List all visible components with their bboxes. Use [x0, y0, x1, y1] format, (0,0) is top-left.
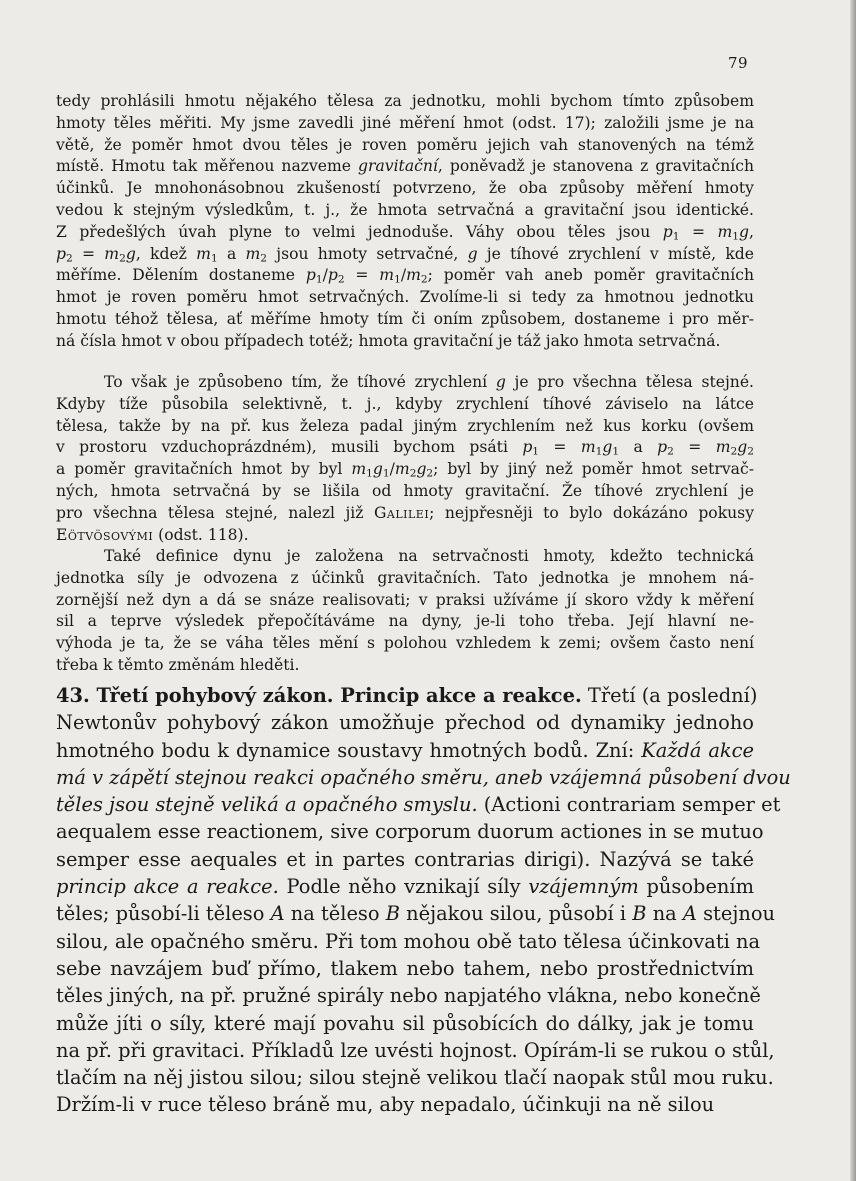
subscript: 2 [667, 446, 674, 459]
page-number: 79 [728, 54, 749, 72]
text-run: ; nejpřesněji to bylo dokázáno pokusy [429, 503, 754, 522]
text-line [56, 764, 791, 791]
text-line: Držím-li v ruce těleso bráně mu, aby nepadalo, účinkuji na ně silou [56, 1093, 715, 1117]
text-run: Podle něho vznikají síly [278, 875, 529, 899]
italic-run: p [305, 266, 316, 285]
text-line: aequalem esse reactionem, sive corporum duorum actiones in se mutuo [56, 820, 764, 844]
text-run: ; byl by jiný než poměr hmot setrvač- [433, 460, 754, 479]
text-run: je pro všechna tělesa stejné. [505, 373, 755, 391]
italic-run: m [379, 266, 395, 285]
text-line: na př. při gravitaci. Příkladů lze uvésti hojnost. Opírám-li se rukou o stůl, [56, 1038, 775, 1062]
text-line: semper esse aequales et in partes contrarias dirigi). Nazývá se také [56, 847, 754, 871]
text-run: a poměr gravitačních hmot by byl [56, 460, 352, 479]
text-line: větě, že poměr hmot dvou těles je roven poměru jejich vah stanovených na témž [56, 135, 754, 154]
text-run: v prostoru vzduchoprázdném), musili bychom psáti [56, 438, 523, 457]
page-edge-shadow [850, 0, 856, 1181]
paragraph-3 [56, 546, 754, 677]
small-caps-name: Eötvösovými [56, 525, 154, 544]
subscript: 1 [595, 446, 603, 459]
text-run: / [389, 460, 395, 479]
text-run: stejnou [696, 902, 775, 926]
text-run: pro všechna tělesa stejné, nalezl již [56, 503, 374, 522]
text-line: jednotka síly je odvozena z účinků gravitačních. Tato jednotka je mnohem ná- [56, 568, 754, 587]
text-line: těles jiných, na př. pružné spirály nebo napjatého vlákna, nebo konečně [56, 984, 761, 1008]
text-line: účinků. Je mnohonásobnou zkušeností potvrzeno, že oba způsoby měření hmoty [56, 179, 754, 198]
text-run: nějakou silou, působí i [399, 902, 633, 926]
text-line: sil a teprve výsledek přepočítáváme na dyny, je-li toho třeba. Její hlavní ne- [56, 612, 754, 631]
italic-run: A [270, 902, 285, 926]
italic-run: m [351, 460, 367, 479]
italic-run: Každá akce [641, 738, 755, 762]
text-line [56, 372, 754, 394]
subscript: 2 [730, 446, 738, 459]
italic-run: m [717, 222, 733, 241]
italic-run: těles jsou stejně veliká a opačného smyslu. [56, 793, 478, 817]
text-line [56, 265, 754, 287]
italic-run: g [125, 244, 136, 263]
text-line [56, 437, 754, 459]
section-heading: 43. Třetí pohybový zákon. Princip akce a reakce. [56, 684, 582, 707]
italic-run: m [715, 438, 731, 457]
text-run: ; poměr vah aneb poměr gravitačních [427, 266, 754, 285]
subscript: 2 [409, 467, 417, 480]
text-line [56, 503, 754, 525]
text-line: výhoda je ta, že se váha těles mění s polohou vzhledem k zemi; ovšem často není [56, 634, 754, 653]
subscript: 2 [65, 252, 73, 265]
subscript: 1 [394, 274, 401, 287]
italic-run: m [394, 460, 410, 479]
text-run: Třetí (a poslední) [581, 684, 758, 707]
italic-run: g [739, 222, 750, 241]
text-run: jsou hmoty setrvačné, [267, 244, 468, 263]
italic-run: p [662, 222, 673, 241]
italic-run: m [406, 266, 421, 285]
subscript: 2 [420, 274, 428, 287]
text-run: To však je způsobeno tím, že tíhové zrychlení [104, 373, 496, 391]
text-line: hmot je roven poměru hmot setrvačných. Zvolíme-li si tedy za hmotnou jednotku [56, 288, 754, 307]
text-line [56, 156, 754, 178]
text-run: měříme. Dělením dostaneme [56, 266, 306, 285]
text-line: tělesa, takže by na př. kus železa padal jiným zrychlením než kus korku (ovšem [56, 416, 754, 435]
text-run: Z předešlých úvah plyne to velmi jednoduše. Váhy obou těles jsou [56, 222, 663, 241]
text-line: ná čísla hmot v obou případech totéž; hmota gravitační je táž jako hmota setrvačná. [56, 331, 721, 350]
text-line: Newtonův pohybový zákon umožňuje přechod od dynamiky jednoho [56, 711, 754, 735]
italic-run: m [104, 244, 120, 263]
subscript: 2 [747, 446, 754, 459]
italic-run: m [196, 244, 211, 263]
text-run: (Actioni contrariam semper et [477, 793, 781, 817]
text-line: sebe navzájem buď přímo, tlakem nebo tahem, nebo prostřednictvím [56, 956, 754, 980]
subscript: 1 [732, 230, 740, 243]
text-line: může jíti o síly, které mají povahu sil působících do dálky, jak je tomu [56, 1011, 754, 1035]
subscript: 2 [119, 252, 126, 265]
italic-run: p [56, 244, 66, 263]
text-run: , kdež [135, 244, 197, 263]
italic-run: g [467, 244, 478, 263]
section-43 [56, 682, 791, 1119]
small-caps-name: Galilei [373, 503, 430, 522]
text-line: Také definice dynu je založena na setrvačnosti hmoty, kdežto technická [104, 547, 754, 565]
text-run: (odst. 118). [153, 525, 249, 544]
text-run: = [344, 266, 380, 285]
italic-run: g [416, 460, 427, 479]
text-run: / [322, 266, 328, 285]
italic-run: A [682, 902, 697, 926]
italic-run: B [632, 902, 647, 926]
text-run: = [673, 438, 716, 457]
italic-run: g [372, 460, 383, 479]
italic-run: g [602, 438, 613, 457]
text-line: Kdyby tíže působila selektivně, t. j., kdyby zrychlení tíhové záviselo na látce [56, 394, 754, 413]
text-line [56, 244, 754, 266]
text-run: = [72, 244, 105, 263]
text-line [56, 682, 758, 709]
subscript: 1 [532, 446, 540, 459]
text-run: , poněvadž je stanovena z gravitačních [437, 157, 754, 176]
text-run: je tíhové zrychlení v místě, kde [477, 244, 754, 263]
subscript: 1 [315, 274, 323, 287]
italic-run: p [327, 266, 338, 285]
text-run: na těleso [284, 902, 386, 926]
subscript: 1 [672, 230, 680, 243]
text-run: / [400, 266, 407, 285]
italic-run: g [737, 438, 748, 457]
text-line [56, 791, 781, 818]
paragraph-1 [56, 91, 754, 353]
text-run: těles; působí-li těleso [56, 902, 271, 926]
subscript: 2 [426, 467, 434, 480]
text-line: silou, ale opačného směru. Při tom mohou obě tato tělesa účinkovati na [56, 929, 761, 953]
text-line: hmoty těles měřiti. My jsme zavedli jiné měření hmot (odst. 17); založili jsme je na [56, 113, 754, 132]
text-run: působením [638, 875, 754, 899]
text-line: vedou k stejným výsledkům, t. j., že hmota setrvačná a gravitační jsou identické. [56, 200, 754, 219]
subscript: 2 [337, 274, 345, 287]
subscript: 1 [366, 467, 373, 480]
text-run: = [679, 222, 718, 241]
text-run: = [539, 438, 581, 457]
italic-run: vzájemným [528, 875, 639, 899]
text-line: hmotu téhož tělesa, ať měříme hmoty tím či oním způsobem, dostaneme i pro měr- [56, 309, 754, 328]
paragraph-2 [56, 372, 754, 546]
italic-run: m [245, 244, 261, 263]
text-run: hmotného bodu k dynamice soustavy hmotných bodů. Zní: [56, 738, 642, 762]
italic-run: gravitační [358, 157, 438, 176]
text-line [56, 873, 754, 900]
text-line [56, 222, 754, 244]
text-run: a [619, 438, 658, 457]
text-line: třeba k těmto změnám hleděti. [56, 655, 300, 674]
text-line: ných, hmota setrvačná by se lišila od hmoty gravitační. Že tíhové zrychlení je [56, 481, 754, 500]
text-line [56, 459, 754, 481]
text-line: tlačím na něj jistou silou; silou stejně velikou tlačí naopak stůl mou ruku. [56, 1066, 774, 1090]
text-run: a [217, 244, 246, 263]
subscript: 1 [210, 252, 218, 265]
subscript: 1 [612, 446, 620, 459]
italic-run: p [657, 438, 668, 457]
italic-run: g [495, 373, 506, 391]
text-line: tedy prohlásili hmotu nějakého tělesa za jednotku, mohli bychom tímto způsobem [56, 92, 754, 110]
subscript: 1 [382, 467, 390, 480]
text-line [56, 525, 754, 547]
italic-run: princip akce a reakce. [56, 875, 279, 899]
text-run: na [646, 902, 683, 926]
subscript: 2 [260, 252, 268, 265]
italic-run: má v zápětí stejnou reakci opačného směru, aneb vzájemná působení dvou [56, 765, 791, 789]
text-run: , [749, 222, 754, 241]
italic-run: m [580, 438, 596, 457]
text-line: zornější než dyn a dá se snáze realisovati; v praksi užíváme jí skoro vždy k měření [56, 590, 754, 609]
italic-run: p [522, 438, 533, 457]
text-line [56, 737, 754, 764]
italic-run: B [385, 902, 400, 926]
text-line [56, 900, 775, 927]
text-run: místě. Hmotu tak měřenou nazveme [56, 157, 359, 176]
